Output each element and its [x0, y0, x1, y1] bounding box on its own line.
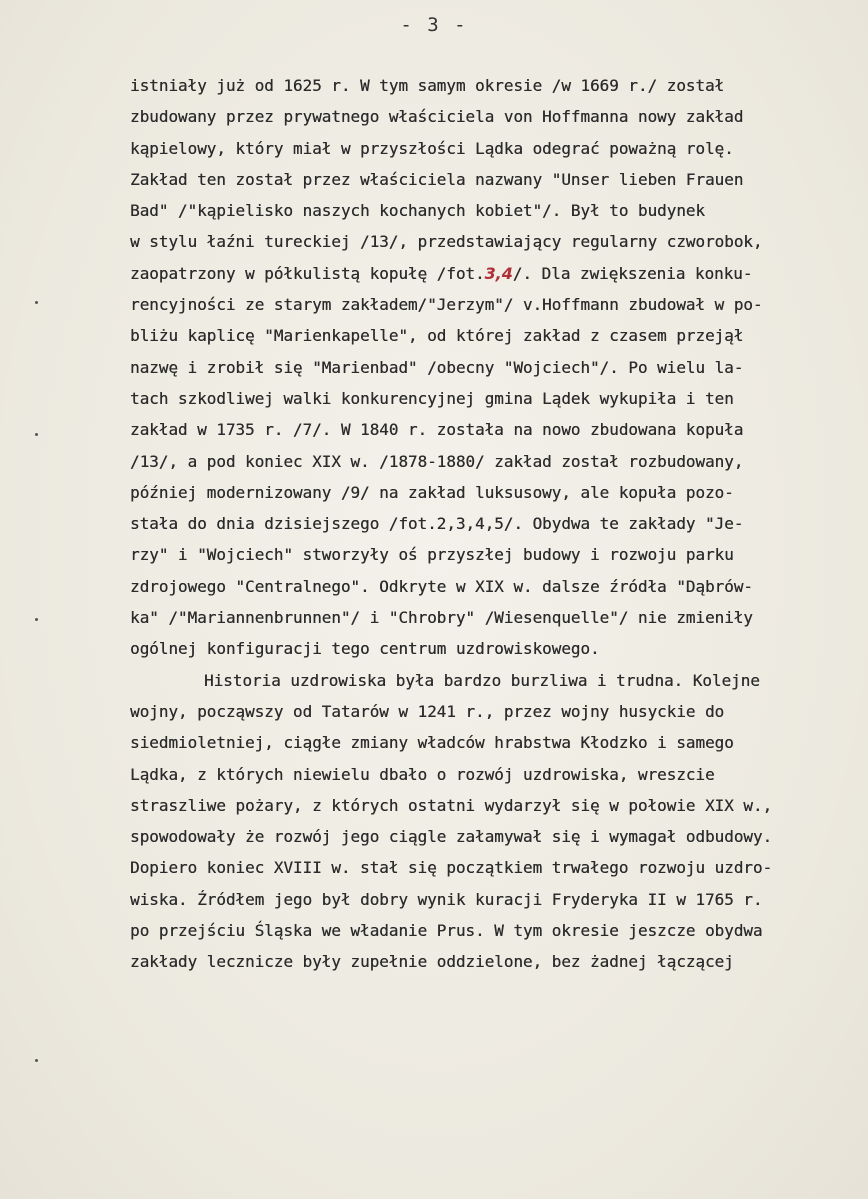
text-line: później modernizowany /9/ na zakład luksusowy, ale kopuła pozo-: [130, 482, 734, 502]
text-line: /13/, a pod koniec XIX w. /1878-1880/ zakład został rozbudowany,: [130, 451, 744, 471]
text-line: rencyjności ze starym zakładem/"Jerzym"/ v.Hoffmann zbudował w po-: [130, 295, 763, 315]
text-line: rzy" i "Wojciech" stworzyły oś przyszłej budowy i rozwoju parku: [130, 545, 734, 565]
text-line: straszliwe pożary, z których ostatni wydarzył się w połowie XIX w.,: [130, 795, 773, 815]
text-line: zakład w 1735 r. /7/. W 1840 r. została na nowo zbudowana kopuła: [130, 420, 744, 440]
margin-dot: [35, 1059, 38, 1062]
paragraph-start-line: Historia uzdrowiska była bardzo burzliwa i trudna. Kolejne: [204, 670, 760, 690]
text-line: w stylu łaźni tureckiej /13/, przedstawiający regularny czworobok,: [130, 232, 763, 252]
text-line: Dopiero koniec XVIII w. stał się początkiem trwałego rozwoju uzdro-: [130, 858, 773, 878]
text-line-with-annotation: [130, 258, 860, 289]
text-line: Bad" /"kąpielisko naszych kochanych kobiet"/. Był to budynek: [130, 201, 705, 221]
handwritten-annotation: 3,4: [484, 263, 513, 283]
text-line: ka" /"Mariannenbrunnen"/ i "Chrobry" /Wiesenquelle"/ nie zmieniły: [130, 608, 753, 628]
text-line: zdrojowego "Centralnego". Odkryte w XIX w. dalsze źródła "Dąbrów-: [130, 576, 753, 596]
text-line: zakłady lecznicze były zupełnie oddzielone, bez żadnej łączącej: [130, 952, 734, 972]
margin-dot: [35, 433, 38, 436]
text-line: bliżu kaplicę "Marienkapelle", od której zakład z czasem przejął: [130, 326, 744, 346]
text-line: wojny, począwszy od Tatarów w 1241 r., przez wojny husyckie do: [130, 701, 725, 721]
text-line: istniały już od 1625 r. W tym samym okresie /w 1669 r./ został: [130, 76, 725, 95]
text-before-mark: zaopatrzony w półkulistą kopułę /fot.: [130, 263, 485, 283]
text-line: Lądka, z których niewielu dbało o rozwój uzdrowiska, wreszcie: [130, 764, 715, 784]
margin-dot: [35, 618, 38, 621]
margin-dot: [35, 301, 38, 304]
text-line: wiska. Źródłem jego był dobry wynik kuracji Fryderyka II w 1765 r.: [130, 889, 763, 909]
page-number: - 3 -: [400, 14, 468, 36]
text-line: zbudowany przez prywatnego właściciela von Hoffmanna nowy zakład: [130, 107, 744, 127]
text-line: ogólnej konfiguracji tego centrum uzdrowiskowego.: [130, 639, 600, 659]
body-text: [130, 70, 860, 978]
text-line: tach szkodliwej walki konkurencyjnej gmina Lądek wykupiła i ten: [130, 388, 734, 408]
text-line: nazwę i zrobił się "Marienbad" /obecny "Wojciech"/. Po wielu la-: [130, 357, 744, 377]
text-line: kąpielowy, który miał w przyszłości Lądka odegrać poważną rolę.: [130, 138, 734, 158]
text-line: siedmioletniej, ciągłe zmiany władców hrabstwa Kłodzko i samego: [130, 733, 734, 753]
text-line: po przejściu Śląska we władanie Prus. W tym okresie jeszcze obydwa: [130, 921, 763, 941]
text-line: Zakład ten został przez właściciela nazwany "Unser lieben Frauen: [130, 169, 744, 189]
text-line: stała do dnia dzisiejszego /fot.2,3,4,5/. Obydwa te zakłady "Je-: [130, 514, 744, 534]
text-after-mark: /. Dla zwiększenia konku-: [512, 263, 753, 283]
text-line: spowodowały że rozwój jego ciągle załamywał się i wymagał odbudowy.: [130, 827, 773, 847]
